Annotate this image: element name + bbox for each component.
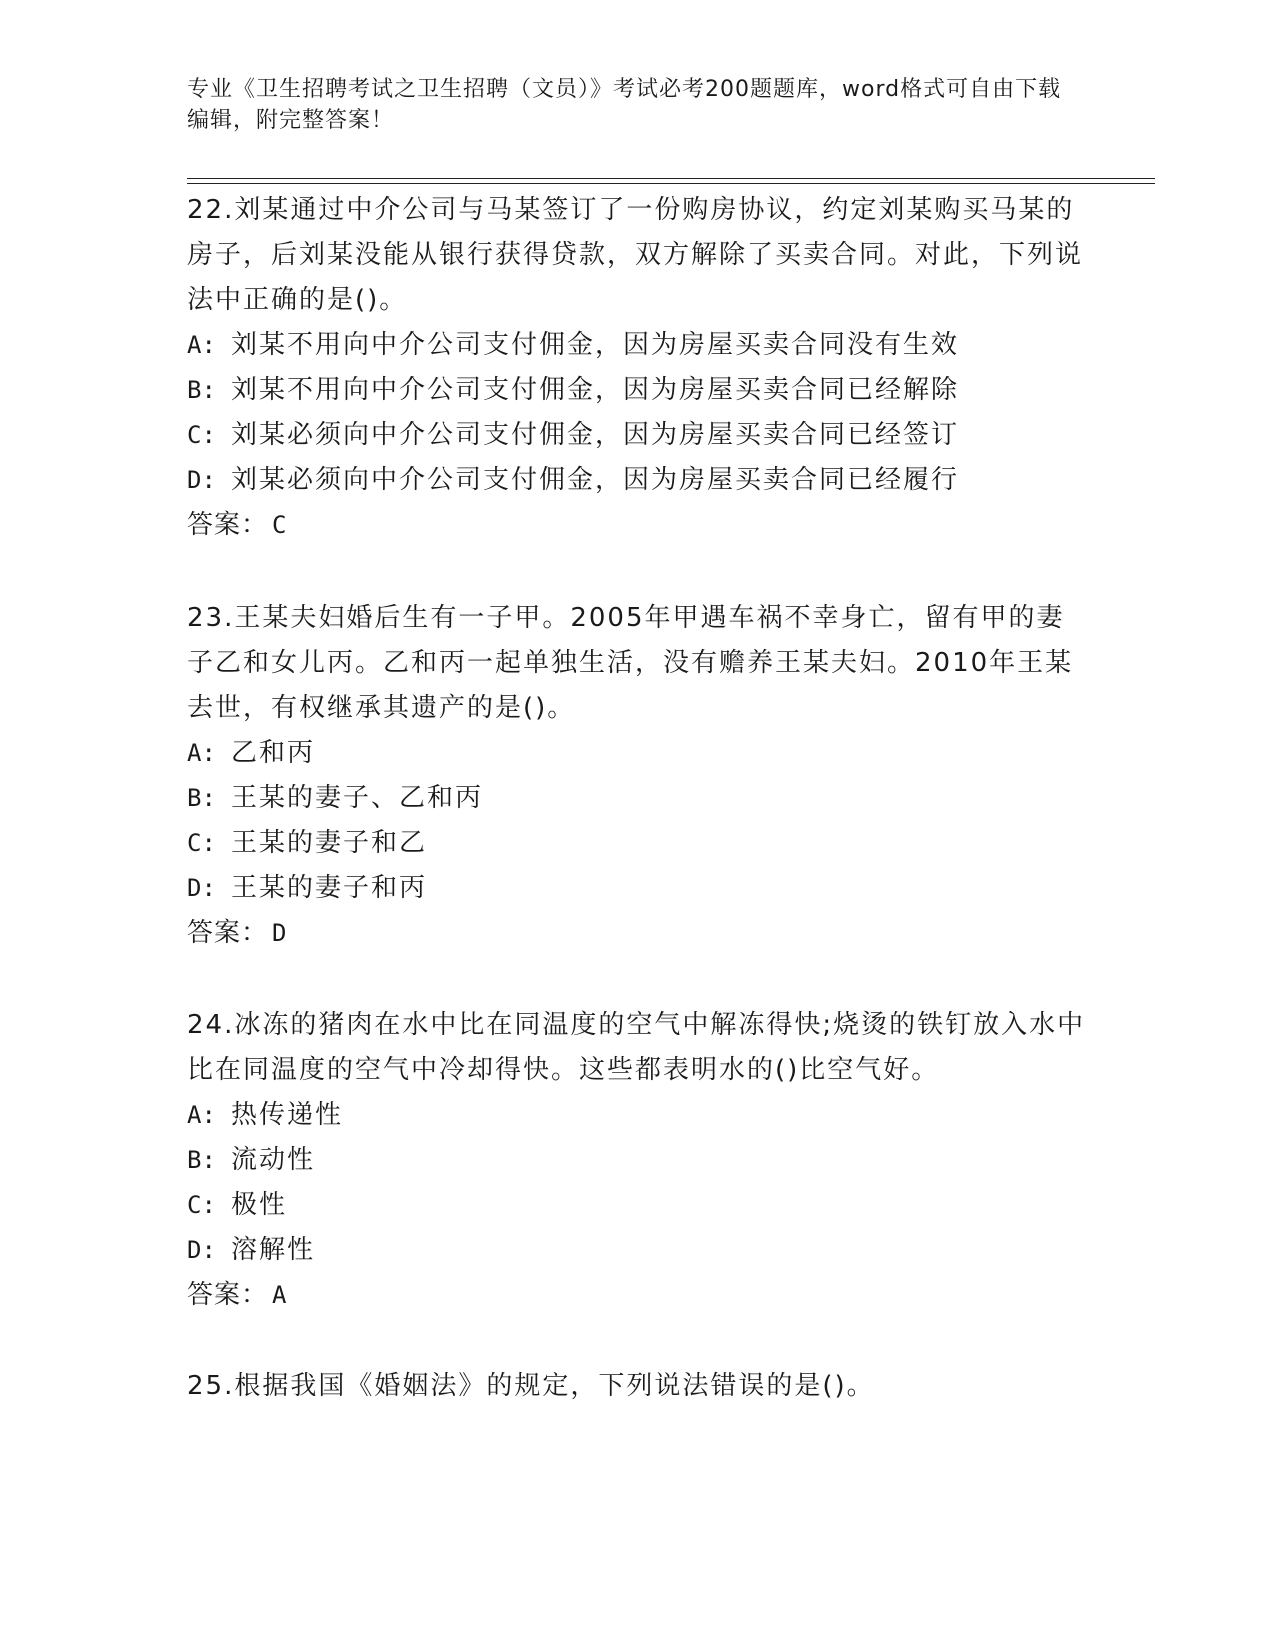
- option-a: [187, 323, 1087, 368]
- option-letter: B:: [187, 376, 216, 404]
- option-text: 王某的妻子和乙: [231, 828, 428, 858]
- question-stem: 22.刘某通过中介公司与马某签订了一份购房协议，约定刘某购买马某的房子，后刘某没能从银行获得贷款，双方解除了买卖合同。对此，下列说法中正确的是()。: [187, 195, 1084, 315]
- option-letter: A:: [187, 1101, 216, 1129]
- answer-line: [187, 1273, 1087, 1318]
- answer-value: D: [272, 919, 287, 947]
- option-letter: C:: [187, 1191, 216, 1219]
- option-letter: C:: [187, 421, 216, 449]
- answer-label: 答案：: [187, 1280, 269, 1310]
- option-b: [187, 776, 1087, 821]
- answer-value: C: [272, 511, 287, 539]
- option-a: [187, 1093, 1087, 1138]
- document-header: 专业《卫生招聘考试之卫生招聘（文员）》考试必考200题题库，word格式可自由下载编辑，附完整答案！: [187, 77, 1062, 133]
- question-22: [187, 188, 1087, 548]
- answer-line: [187, 503, 1087, 548]
- option-text: 热传递性: [231, 1100, 344, 1130]
- option-d: [187, 458, 1087, 503]
- option-letter: B:: [187, 784, 216, 812]
- answer-label: 答案：: [187, 510, 269, 540]
- option-text: 溶解性: [231, 1235, 316, 1265]
- option-c: [187, 413, 1087, 458]
- option-list: [187, 323, 1087, 503]
- option-text: 乙和丙: [231, 738, 316, 768]
- option-d: [187, 1228, 1087, 1273]
- answer-label: 答案：: [187, 918, 269, 948]
- answer-line: [187, 911, 1087, 956]
- option-letter: C:: [187, 829, 216, 857]
- question-23: [187, 596, 1087, 956]
- option-text: 刘某必须向中介公司支付佣金，因为房屋买卖合同已经履行: [231, 465, 960, 495]
- option-text: 王某的妻子和丙: [231, 873, 428, 903]
- option-letter: A:: [187, 739, 216, 767]
- option-d: [187, 866, 1087, 911]
- option-text: 王某的妻子、乙和丙: [231, 783, 484, 813]
- option-text: 流动性: [231, 1145, 316, 1175]
- option-list: [187, 1093, 1087, 1273]
- option-c: [187, 821, 1087, 866]
- option-letter: A:: [187, 331, 216, 359]
- option-a: [187, 731, 1087, 776]
- header-divider-bottom: [187, 183, 1155, 184]
- option-letter: D:: [187, 874, 216, 902]
- question-24: [187, 1003, 1087, 1318]
- option-text: 极性: [231, 1190, 288, 1220]
- option-c: [187, 1183, 1087, 1228]
- question-25: [187, 1364, 1087, 1409]
- answer-value: A: [272, 1281, 287, 1309]
- option-text: 刘某必须向中介公司支付佣金，因为房屋买卖合同已经签订: [231, 420, 960, 450]
- question-stem: 25.根据我国《婚姻法》的规定，下列说法错误的是()。: [187, 1371, 875, 1401]
- option-letter: D:: [187, 1236, 216, 1264]
- question-stem: 24.冰冻的猪肉在水中比在同温度的空气中解冻得快;烧烫的铁钉放入水中比在同温度的空气中冷却得快。这些都表明水的()比空气好。: [187, 1010, 1086, 1085]
- question-stem: 23.王某夫妇婚后生有一子甲。2005年甲遇车祸不幸身亡，留有甲的妻子乙和女儿丙。乙和丙一起单独生活，没有赡养王某夫妇。2010年王某去世，有权继承其遗产的是()。: [187, 603, 1074, 723]
- option-b: [187, 368, 1087, 413]
- option-text: 刘某不用向中介公司支付佣金，因为房屋买卖合同没有生效: [231, 330, 960, 360]
- option-list: [187, 731, 1087, 911]
- option-text: 刘某不用向中介公司支付佣金，因为房屋买卖合同已经解除: [231, 375, 960, 405]
- option-b: [187, 1138, 1087, 1183]
- option-letter: D:: [187, 466, 216, 494]
- header-divider-top: [187, 178, 1155, 179]
- option-letter: B:: [187, 1146, 216, 1174]
